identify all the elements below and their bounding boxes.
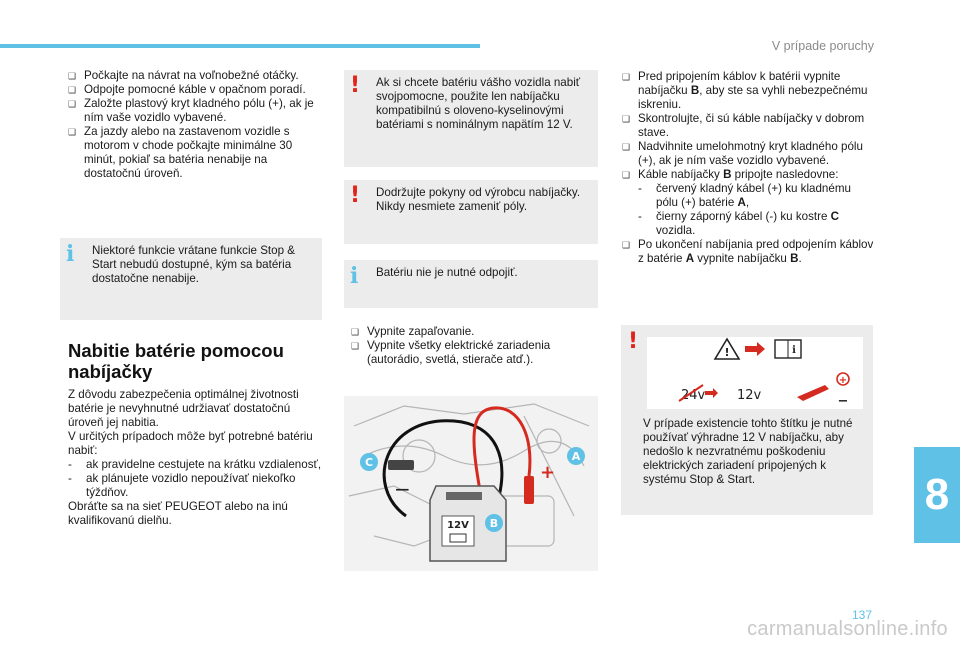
watermark: carmanualsonline.info xyxy=(747,618,948,640)
bullet-icon: ❑ xyxy=(68,85,77,95)
bullet-icon: ❑ xyxy=(68,71,77,81)
info-icon: i xyxy=(350,263,359,289)
list-item: ❑ Vypnite všetky elektrické zariadenia (autorádio, svetlá, stierače atď.). xyxy=(351,339,551,366)
list-item: ❑ Vypnite zapaľovanie. xyxy=(351,325,475,338)
positive-clamp xyxy=(524,476,534,504)
bullet-icon: ❑ xyxy=(68,127,77,137)
chapter-title: V prípade poruchy xyxy=(771,39,874,53)
minus-icon: − xyxy=(837,394,849,409)
svg-text:−: − xyxy=(394,477,411,501)
list-item: ❑ Skontrolujte, či sú káble nabíjačky v dobrom stave. xyxy=(622,112,865,139)
paragraph: Z dôvodu zabezpečenia optimálnej životnosti batérie je nevyhnutné udržiavať dostatočnú úroveň jej nabitia. xyxy=(68,388,299,429)
bullet-icon: ❑ xyxy=(622,240,631,250)
warning-icon: ! xyxy=(350,73,361,98)
list-item: ❑ Odpojte pomocné káble v opačnom poradí. xyxy=(68,83,306,96)
info-icon: i xyxy=(66,241,75,267)
svg-text:i: i xyxy=(792,345,796,356)
warning-label-box xyxy=(621,325,873,515)
label-24v: 24v xyxy=(681,388,706,403)
warning-icon: ! xyxy=(628,329,639,354)
svg-text:!: ! xyxy=(724,346,730,359)
paragraph: Obráťte sa na sieť PEUGEOT alebo na inú kvalifikovanú dielňu. xyxy=(68,500,288,527)
list-item: ❑ Po ukončení nabíjania pred odpojením káblov z batérie A vypnite nabíjačku B. xyxy=(622,238,874,265)
bullet-icon: ❑ xyxy=(351,327,360,337)
column-3 xyxy=(622,70,874,266)
list-item: - červený kladný kábel (+) ku kladnému pólu (+) batérie A, xyxy=(638,182,851,209)
list-item: - ak pravidelne cestujete na krátku vzdialenosť, xyxy=(68,458,322,471)
warning-box: ! Ak si chcete batériu vášho vozidla nabiť svojpomocne, použite len nabíjačku kompatibilnú s oloveno-kyselinovými batériami s nominálnym napätím 12 V. xyxy=(344,70,598,167)
bullet-icon: ❑ xyxy=(622,170,631,180)
bullet-icon: ❑ xyxy=(622,114,631,124)
info-box: i Niektoré funkcie vrátane funkcie Stop & Start nebudú dostupné, kým sa batéria dostatočne nenabije. xyxy=(60,238,322,320)
label-description: V prípade existencie tohto štítku je nutné používať výhradne 12 V nabíjačku, aby nedošlo k nezvratnému poškodeniu elektrických zariadení pripojených k systému Stop & Start. xyxy=(643,417,853,486)
section-body xyxy=(68,388,324,528)
bullet-icon: ❑ xyxy=(68,99,77,109)
column-2-list xyxy=(351,325,597,367)
negative-clamp xyxy=(388,460,414,470)
charger-voltage-label: 12V xyxy=(447,520,469,531)
column-1 xyxy=(68,69,322,181)
list-item: ❑ Káble nabíjačky B pripojte nasledovne: xyxy=(622,168,839,181)
svg-text:+: + xyxy=(540,462,556,483)
warning-icon: ! xyxy=(350,183,361,208)
list-item: - ak plánujete vozidlo nepoužívať niekoľko týždňov. xyxy=(68,472,296,499)
bullet-icon: ❑ xyxy=(622,142,631,152)
list-item: ❑ Nadvihnite umelohmotný kryt kladného pólu (+), ak je ním vaše vozidlo vybavené. xyxy=(622,140,863,167)
warning-box: ! Dodržujte pokyny od výrobcu nabíjačky. Nikdy nesmiete zameniť póly. xyxy=(344,180,598,244)
list-item: - čierny záporný kábel (-) ku kostre C vozidla. xyxy=(638,210,839,237)
header-accent-bar xyxy=(0,44,480,48)
svg-text:+: + xyxy=(838,375,848,386)
svg-text:B: B xyxy=(489,517,499,530)
label-12v: 12v xyxy=(737,388,762,403)
bullet-icon: ❑ xyxy=(351,341,360,351)
page-number: 137 xyxy=(851,608,872,622)
charger-warning-label xyxy=(647,337,863,409)
list-item: ❑ Počkajte na návrat na voľnobežné otáčky. xyxy=(68,69,299,82)
list-item: ❑ Založte plastový kryt kladného pólu (+), ak je ním vaše vozidlo vybavené. xyxy=(68,97,314,124)
info-box: i Batériu nie je nutné odpojiť. xyxy=(344,260,598,308)
svg-text:C: C xyxy=(364,456,374,469)
list-item: ❑ Pred pripojením káblov k batérii vypnite nabíjačku B, aby ste sa vyhli nebezpečnému iskreniu. xyxy=(622,70,868,111)
section-title: Nabitie batérie pomocou nabíjačky xyxy=(68,340,284,382)
list-item: ❑ Za jazdy alebo na zastavenom vozidle s motorom v chode počkajte minimálne 30 minút, pokiaľ sa batéria nenabije na dostatočnú úroveň. xyxy=(68,125,293,180)
battery-charger-illustration xyxy=(344,396,598,571)
bullet-icon: ❑ xyxy=(622,72,631,82)
paragraph: V určitých prípadoch môže byť potrebné batériu nabiť: xyxy=(68,430,313,457)
svg-text:A: A xyxy=(571,450,581,463)
chapter-number-tab: 8 xyxy=(914,447,960,543)
